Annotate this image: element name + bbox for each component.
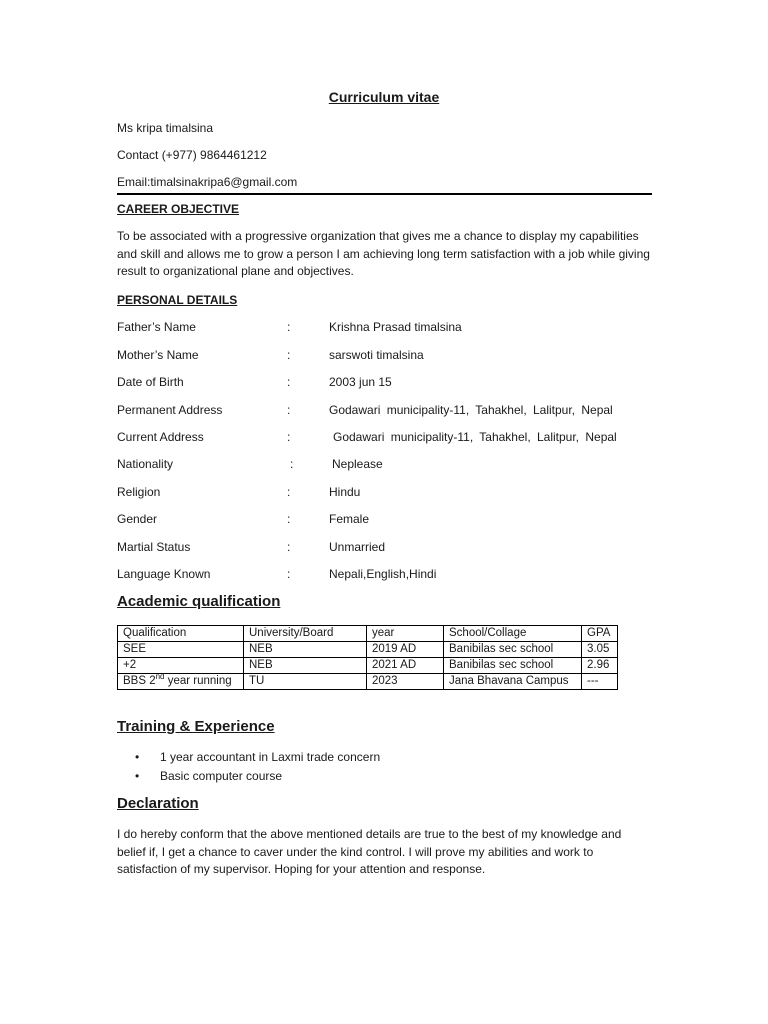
detail-colon: : bbox=[290, 457, 294, 471]
detail-colon: : bbox=[287, 348, 291, 362]
detail-colon: : bbox=[287, 567, 291, 581]
detail-value: Krishna Prasad timalsina bbox=[329, 320, 462, 334]
detail-label: Mother’s Name bbox=[117, 348, 199, 362]
detail-value: 2003 jun 15 bbox=[329, 375, 392, 389]
detail-label: Father’s Name bbox=[117, 320, 196, 334]
detail-colon: : bbox=[287, 403, 291, 417]
table-cell: 2019 AD bbox=[367, 642, 444, 658]
detail-colon: : bbox=[287, 375, 291, 389]
table-row bbox=[118, 642, 618, 658]
career-objective-heading: CAREER OBJECTIVE bbox=[117, 202, 240, 216]
bullet-icon: • bbox=[135, 769, 140, 783]
table-cell: TU bbox=[244, 674, 367, 690]
table-row bbox=[118, 658, 618, 674]
detail-value: Godawari municipality-11, Tahakhel, Lalitpur, Nepal bbox=[329, 403, 613, 417]
list-item-text: 1 year accountant in Laxmi trade concern bbox=[160, 750, 381, 764]
table-cell: --- bbox=[582, 674, 618, 690]
bullet-icon: • bbox=[135, 750, 140, 764]
table-cell: 2.96 bbox=[582, 658, 618, 674]
detail-colon: : bbox=[287, 430, 291, 444]
table-header-cell: Qualification bbox=[118, 626, 244, 642]
detail-value: Neplease bbox=[332, 457, 383, 471]
table-header-cell: year bbox=[367, 626, 444, 642]
table-header-cell: School/Collage bbox=[444, 626, 582, 642]
table-cell: Banibilas sec school bbox=[444, 642, 582, 658]
detail-value: Female bbox=[329, 512, 370, 526]
detail-label: Language Known bbox=[117, 567, 211, 581]
declaration-text: I do hereby conform that the above mentioned details are true to the best of my knowledge and belief if, I get a chance to caver under the kind control. I will prove my abilities and work to satisfaction of my supervisor. Hoping for your attention and response. bbox=[117, 827, 622, 876]
list-item bbox=[135, 769, 380, 788]
detail-label: Permanent Address bbox=[117, 403, 223, 417]
detail-value: Hindu bbox=[329, 485, 361, 499]
table-cell: 2021 AD bbox=[367, 658, 444, 674]
table-cell bbox=[118, 674, 244, 690]
detail-colon: : bbox=[287, 320, 291, 334]
career-objective-text: To be associated with a progressive organization that gives me a chance to display my capabilities and skill and allows me to grow a person I am achieving long term satisfaction with a job while giving result to organizational plane and objectives. bbox=[117, 229, 650, 278]
training-list bbox=[135, 750, 380, 788]
table-cell: +2 bbox=[118, 658, 244, 674]
detail-value: sarswoti timalsina bbox=[329, 348, 424, 362]
detail-label: Religion bbox=[117, 485, 161, 499]
table-header-cell: GPA bbox=[582, 626, 618, 642]
detail-colon: : bbox=[287, 512, 291, 526]
table-header-cell: University/Board bbox=[244, 626, 367, 642]
email-line: Email:timalsinakripa6@gmail.com bbox=[117, 175, 298, 189]
detail-value: Nepali,English,Hindi bbox=[329, 567, 437, 581]
list-item-text: Basic computer course bbox=[160, 769, 283, 783]
bbs-prefix: BBS 2 bbox=[123, 675, 156, 687]
table-cell: Jana Bhavana Campus bbox=[444, 674, 582, 690]
detail-label: Martial Status bbox=[117, 540, 191, 554]
personal-details-heading: PERSONAL DETAILS bbox=[117, 293, 238, 307]
detail-value: Godawari municipality-11, Tahakhel, Lalitpur, Nepal bbox=[333, 430, 617, 444]
candidate-name: Ms kripa timalsina bbox=[117, 121, 214, 135]
detail-label: Current Address bbox=[117, 430, 204, 444]
document-title: Curriculum vitae bbox=[328, 89, 440, 105]
academic-heading: Academic qualification bbox=[117, 593, 281, 610]
table-cell: 2023 bbox=[367, 674, 444, 690]
detail-label: Gender bbox=[117, 512, 158, 526]
table-header-row bbox=[118, 626, 618, 642]
table-cell: NEB bbox=[244, 642, 367, 658]
detail-value: Unmarried bbox=[329, 540, 386, 554]
header-divider bbox=[117, 193, 652, 195]
table-cell: NEB bbox=[244, 658, 367, 674]
detail-label: Nationality bbox=[117, 457, 174, 471]
table-cell: 3.05 bbox=[582, 642, 618, 658]
academic-table bbox=[117, 625, 618, 690]
list-item bbox=[135, 750, 380, 769]
contact-line: Contact (+977) 9864461212 bbox=[117, 148, 267, 162]
bbs-ordinal: nd bbox=[155, 672, 165, 682]
declaration-heading: Declaration bbox=[117, 795, 199, 812]
detail-label: Date of Birth bbox=[117, 375, 184, 389]
table-cell: Banibilas sec school bbox=[444, 658, 582, 674]
detail-colon: : bbox=[287, 485, 291, 499]
table-row bbox=[118, 674, 618, 690]
table-cell: SEE bbox=[118, 642, 244, 658]
training-heading: Training & Experience bbox=[117, 718, 275, 735]
detail-colon: : bbox=[287, 540, 291, 554]
bbs-suffix: year running bbox=[164, 675, 232, 687]
